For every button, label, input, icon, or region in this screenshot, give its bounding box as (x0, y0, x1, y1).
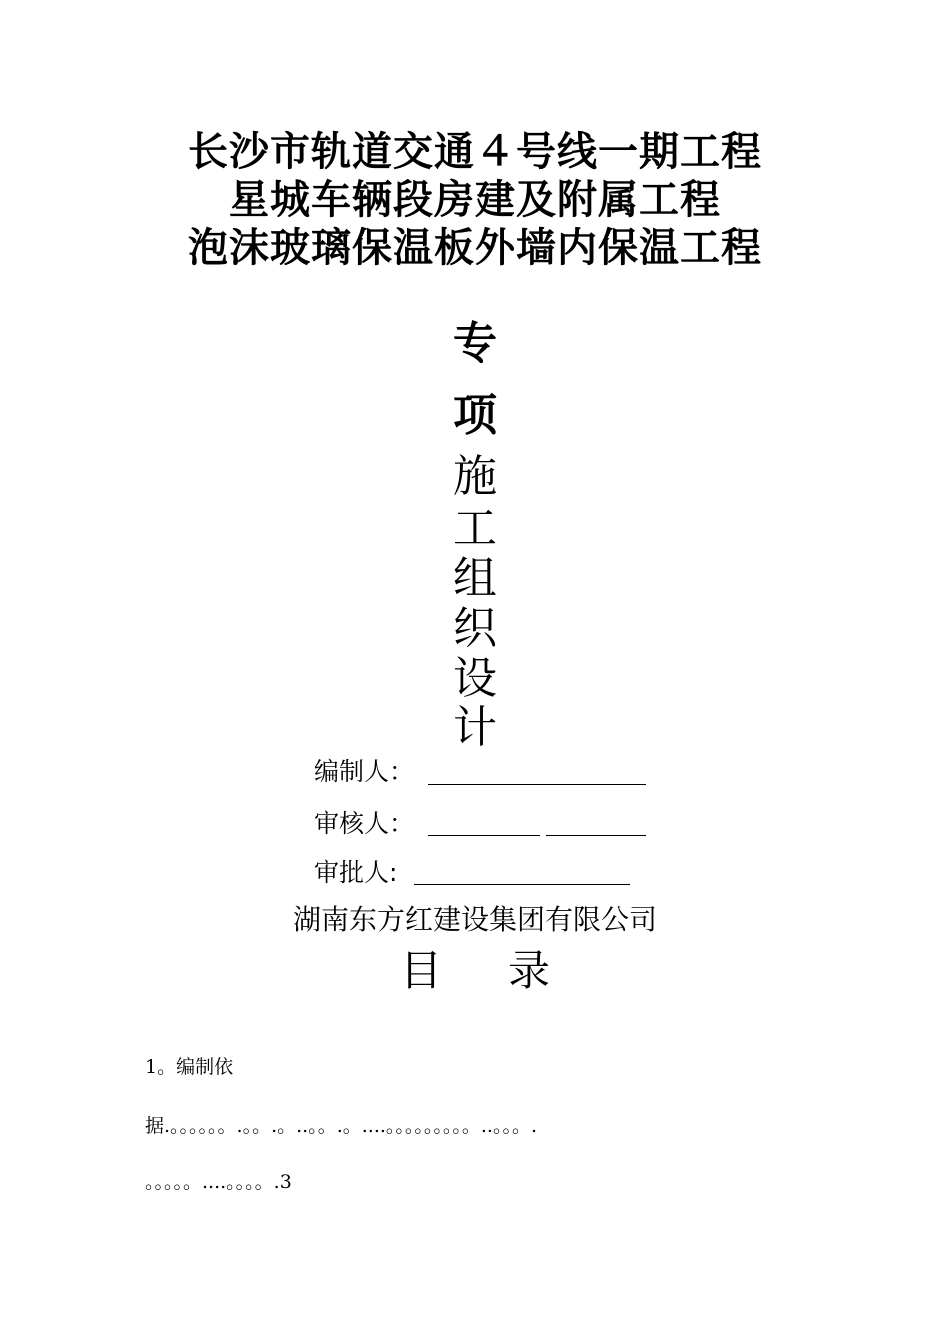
reviewer-label: 审核人： (314, 809, 415, 838)
title-line-1: 长沙市轨道交通４号线一期工程 (188, 129, 762, 175)
toc-heading-right: 录 (508, 946, 551, 995)
company-name: 湖南东方红建设集团有限公司 (292, 903, 657, 936)
vertical-title-char-5: 组 (453, 553, 497, 604)
vertical-title-char-6: 织 (453, 603, 497, 654)
vertical-title-char-8: 计 (453, 702, 497, 753)
vertical-title-char-2: 项 (453, 390, 497, 441)
approver-signature-line (414, 884, 630, 885)
reviewer-signature-line-b (546, 835, 646, 836)
toc-entry-1-line-2: 据.。。。。。。.。。.。..。。.。....。。。。。。。。。..。。。. (145, 1115, 538, 1137)
vertical-title-char-3: 施 (453, 451, 497, 502)
approver-label: 审批人: (314, 858, 398, 887)
vertical-title-char-4: 工 (453, 503, 497, 554)
compiler-signature-line (428, 784, 646, 785)
toc-entry-1-line-3: 。。。。。....。。。。.3 (145, 1171, 292, 1193)
vertical-title-char-7: 设 (453, 653, 497, 704)
reviewer-signature-line-a (428, 835, 540, 836)
toc-entry-1-line-1: 1。编制依 (145, 1056, 234, 1078)
title-line-3: 泡沫玻璃保温板外墙内保温工程 (188, 225, 762, 271)
toc-heading-left: 目 (400, 946, 443, 995)
title-line-2: 星城车辆段房建及附属工程 (229, 177, 721, 223)
vertical-title-char-1: 专 (453, 318, 497, 369)
compiler-label: 编制人： (314, 757, 415, 786)
